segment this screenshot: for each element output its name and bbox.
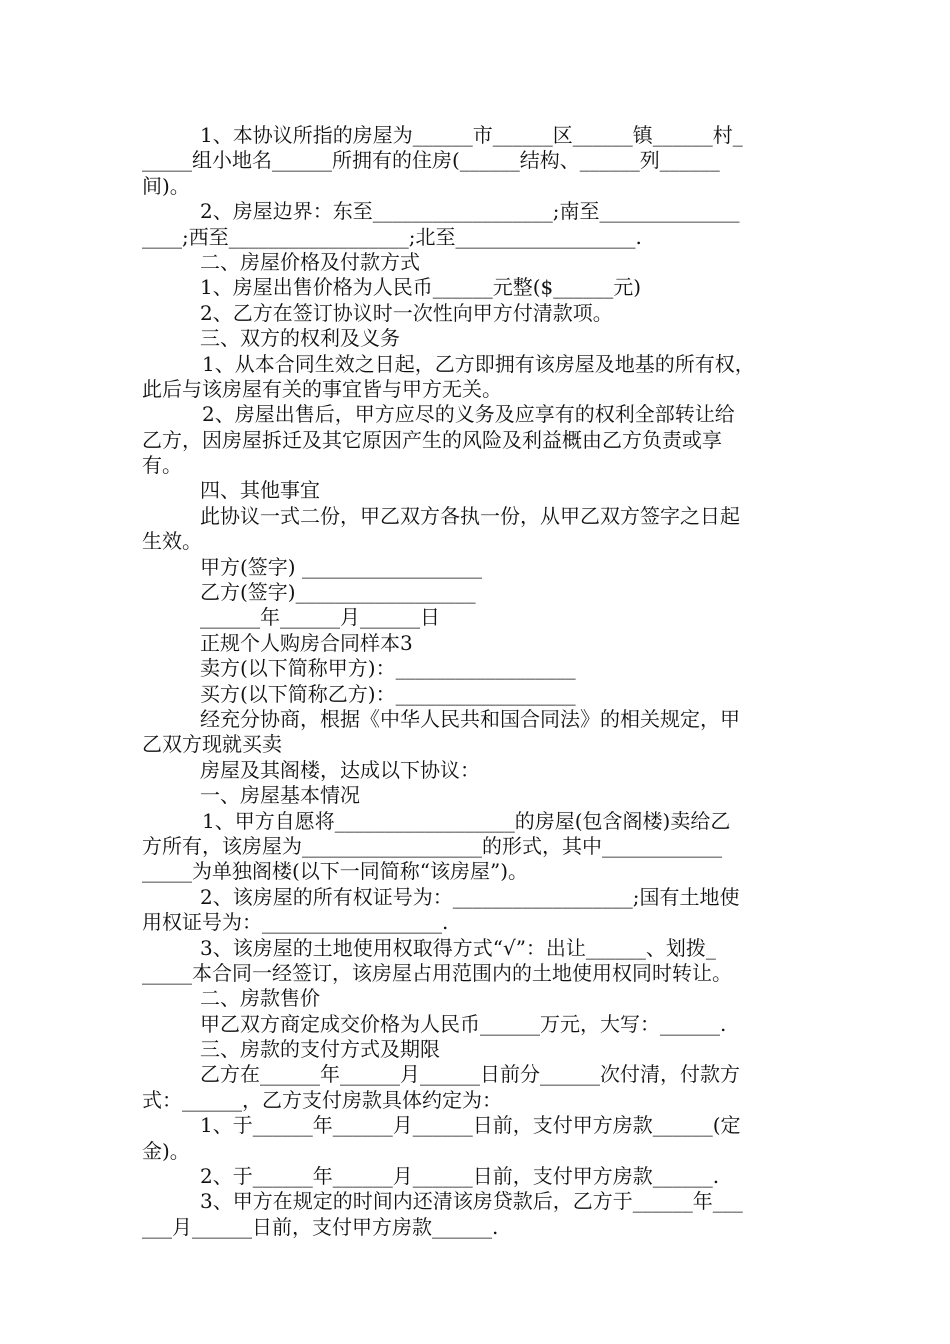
- text-line: 生效。: [142, 529, 202, 554]
- text-line: 2、房屋出售后，甲方应尽的义务及应享有的权利全部转让给: [202, 402, 735, 427]
- text-line: 3、该房屋的土地使用权取得方式“√”：出让______、划拨_: [200, 935, 716, 960]
- text-line: _____组小地名______所拥有的住房(______结构、______列______: [142, 148, 720, 173]
- text-line: 经充分协商，根据《中华人民共和国合同法》的相关规定，甲: [200, 706, 740, 731]
- text-line: 有。: [142, 453, 182, 478]
- text-line: 正规个人购房合同样本3: [200, 630, 413, 655]
- text-line: 乙双方现就买卖: [142, 732, 282, 757]
- text-line: 二、房款售价: [200, 986, 320, 1011]
- text-line: 此后与该房屋有关的事宜皆与甲方无关。: [142, 376, 502, 401]
- text-line: 乙方在______年______月______日前分______次付清，付款方: [200, 1062, 740, 1087]
- text-line: 1、本协议所指的房屋为______市______区______镇______村_: [200, 123, 743, 147]
- text-line: 三、双方的权利及义务: [200, 326, 400, 351]
- text-line: 方所有，该房屋为__________________的形式，其中____________: [142, 833, 722, 858]
- text-line: 2、乙方在签订协议时一次性向甲方付清款项。: [200, 300, 613, 325]
- text-line: _____本合同一经签订，该房屋占用范围内的土地使用权同时转让。: [142, 960, 732, 985]
- text-line: 1、房屋出售价格为人民币______元整($______元): [200, 275, 642, 300]
- text-line: 甲方(签字) __________________: [200, 554, 482, 579]
- text-line: 乙方(签字)__________________: [200, 580, 476, 605]
- text-line: 房屋及其阁楼，达成以下协议：: [200, 757, 480, 782]
- text-line: 1、从本合同生效之日起，乙方即拥有该房屋及地基的所有权，: [202, 351, 755, 376]
- text-line: 一、房屋基本情况: [200, 783, 360, 808]
- text-line: 2、于______年______月______日前，支付甲方房款______.: [200, 1164, 720, 1189]
- text-line: 2、房屋边界：东至__________________;南至______________: [200, 199, 740, 224]
- text-line: 三、房款的支付方式及期限: [200, 1037, 440, 1062]
- text-line: 卖方(以下简称甲方)：__________________: [200, 656, 576, 681]
- text-line: 1、甲方自愿将__________________的房屋(包含阁楼)卖给乙: [202, 808, 731, 833]
- text-line: 甲乙双方商定成交价格为人民币______万元，大写：______.: [200, 1011, 727, 1036]
- text-line: ______年______月______日: [200, 605, 440, 630]
- text-line: _____为单独阁楼(以下一同简称“该房屋”)。: [142, 859, 529, 884]
- text-line: 买方(以下简称乙方)：__________________: [200, 681, 576, 706]
- text-line: 1、于______年______月______日前，支付甲方房款______(定: [200, 1113, 741, 1138]
- text-line: 四、其他事宜: [200, 478, 320, 503]
- text-line: 3、甲方在规定的时间内还清该房贷款后，乙方于______年___: [200, 1189, 743, 1214]
- text-line: ___月______日前，支付甲方房款______.: [142, 1214, 499, 1239]
- text-line: 二、房屋价格及付款方式: [200, 249, 420, 274]
- text-line: 2、该房屋的所有权证号为：__________________;国有土地使: [200, 884, 740, 909]
- text-line: 乙方，因房屋拆迁及其它原因产生的风险及利益概由乙方负责或享: [142, 427, 722, 452]
- document-body: [142, 123, 812, 1240]
- text-line: 式：______，乙方支付房款具体约定为：: [142, 1087, 502, 1112]
- text-line: 此协议一式二份，甲乙双方各执一份，从甲乙双方签字之日起: [200, 503, 740, 528]
- text-line: 用权证号为：__________________.: [142, 910, 449, 935]
- text-line: 间)。: [142, 173, 190, 198]
- text-line: 金)。: [142, 1138, 190, 1163]
- text-line: ____;西至__________________;北至__________________.: [142, 224, 642, 249]
